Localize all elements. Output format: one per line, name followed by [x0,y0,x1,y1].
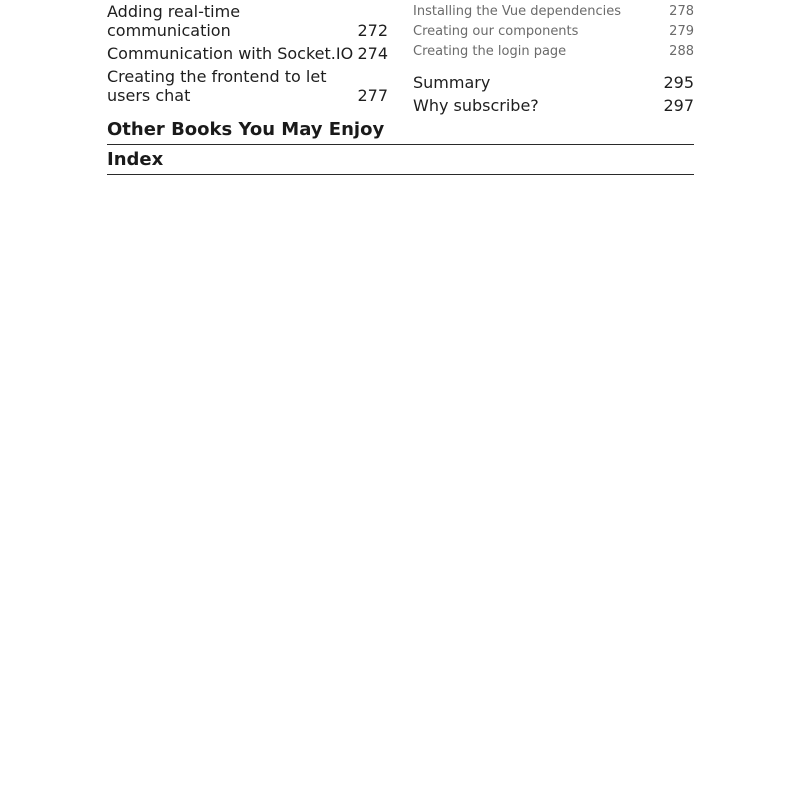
toc-entry-page: 272 [357,21,388,40]
toc-section-title: Other Books You May Enjoy [107,119,385,140]
toc-entry-title: Creating the frontend to let users chat [107,67,327,105]
toc-subentry-page: 278 [669,4,694,19]
toc-section-heading [107,114,694,145]
toc-entry-page: 274 [357,44,388,63]
toc-subentry [413,4,694,22]
toc-subentry-page: 288 [669,44,694,59]
toc-entry-page: 297 [663,96,694,115]
toc-entry [107,2,388,42]
toc-subentry [413,44,694,62]
toc-entry [413,73,694,93]
toc-entry [107,44,388,64]
toc-subentry-title: Installing the Vue dependencies [413,4,621,19]
toc-entry [107,67,388,107]
toc-entry-title: Summary [413,73,491,92]
toc-subentry-title: Creating our components [413,24,579,39]
toc-section-heading [107,144,694,175]
toc-subentry-title: Creating the login page [413,44,567,59]
toc-entry [413,96,694,116]
toc-entry-title: Communication with Socket.IO [107,44,354,63]
toc-entry-title: Why subscribe? [413,96,539,115]
toc-entry-page: 277 [357,86,388,105]
toc-subentry [413,24,694,42]
toc-entry-page: 295 [663,73,694,92]
toc-entry-title: Adding real-time communication [107,2,241,40]
toc-section-title: Index [107,149,164,170]
toc-subentry-page: 279 [669,24,694,39]
